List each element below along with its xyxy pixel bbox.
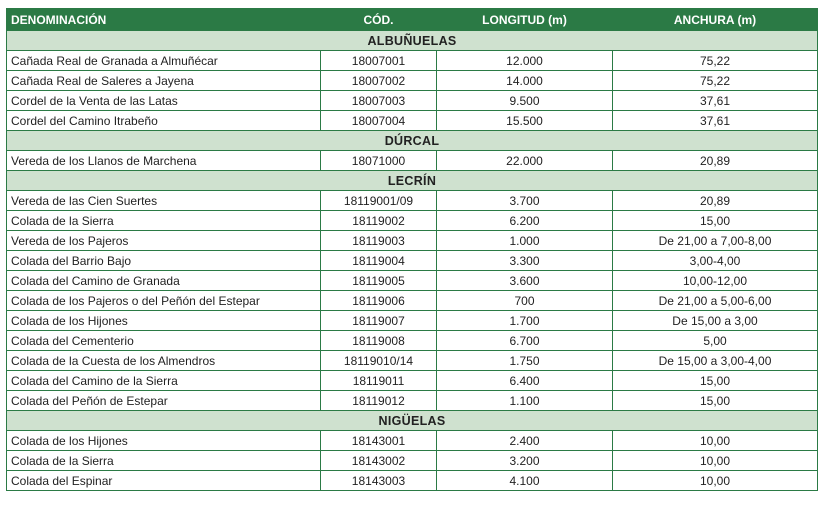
cell-anchura: 37,61 xyxy=(613,111,818,131)
cell-anchura: 37,61 xyxy=(613,91,818,111)
table-row xyxy=(7,331,818,351)
cell-anchura: 10,00-12,00 xyxy=(613,271,818,291)
cell-cod: 18119006 xyxy=(321,291,437,311)
header-anchura: ANCHURA (m) xyxy=(613,9,818,31)
cell-anchura: 75,22 xyxy=(613,51,818,71)
cell-longitud: 3.200 xyxy=(437,451,613,471)
table-row xyxy=(7,311,818,331)
cell-longitud: 9.500 xyxy=(437,91,613,111)
cell-denominacion: Colada de los Hijones xyxy=(7,311,321,331)
cell-denominacion: Colada del Barrio Bajo xyxy=(7,251,321,271)
cell-cod: 18007003 xyxy=(321,91,437,111)
table-row xyxy=(7,431,818,451)
header-cod: CÓD. xyxy=(321,9,437,31)
cell-denominacion: Colada del Espinar xyxy=(7,471,321,491)
group-name: DÚRCAL xyxy=(7,131,818,151)
cell-longitud: 2.400 xyxy=(437,431,613,451)
cell-denominacion: Colada de los Hijones xyxy=(7,431,321,451)
cell-cod: 18119001/09 xyxy=(321,191,437,211)
cell-cod: 18143002 xyxy=(321,451,437,471)
cell-longitud: 15.500 xyxy=(437,111,613,131)
cell-cod: 18007002 xyxy=(321,71,437,91)
cell-denominacion: Colada de la Cuesta de los Almendros xyxy=(7,351,321,371)
cell-denominacion: Cordel del Camino Itrabeño xyxy=(7,111,321,131)
cell-anchura: 75,22 xyxy=(613,71,818,91)
cell-anchura: 20,89 xyxy=(613,191,818,211)
header-row xyxy=(7,9,818,31)
cell-anchura: De 15,00 a 3,00 xyxy=(613,311,818,331)
table-body xyxy=(7,31,818,491)
cell-denominacion: Colada de los Pajeros o del Peñón del Estepar xyxy=(7,291,321,311)
table-row xyxy=(7,351,818,371)
cell-longitud: 1.750 xyxy=(437,351,613,371)
group-row xyxy=(7,31,818,51)
group-name: NIGÜELAS xyxy=(7,411,818,431)
group-row xyxy=(7,171,818,191)
cell-cod: 18143001 xyxy=(321,431,437,451)
table-row xyxy=(7,271,818,291)
header-denominacion: DENOMINACIÓN xyxy=(7,9,321,31)
cell-cod: 18119005 xyxy=(321,271,437,291)
cell-anchura: 20,89 xyxy=(613,151,818,171)
table-row xyxy=(7,91,818,111)
cell-denominacion: Cañada Real de Saleres a Jayena xyxy=(7,71,321,91)
cell-longitud: 3.700 xyxy=(437,191,613,211)
cell-longitud: 14.000 xyxy=(437,71,613,91)
cell-cod: 18071000 xyxy=(321,151,437,171)
cell-longitud: 6.400 xyxy=(437,371,613,391)
cell-denominacion: Colada de la Sierra xyxy=(7,451,321,471)
cell-cod: 18119004 xyxy=(321,251,437,271)
cell-longitud: 1.000 xyxy=(437,231,613,251)
cell-cod: 18143003 xyxy=(321,471,437,491)
cell-cod: 18007004 xyxy=(321,111,437,131)
cell-longitud: 700 xyxy=(437,291,613,311)
cell-longitud: 12.000 xyxy=(437,51,613,71)
cell-cod: 18119010/14 xyxy=(321,351,437,371)
cell-longitud: 3.300 xyxy=(437,251,613,271)
cell-denominacion: Colada del Peñón de Estepar xyxy=(7,391,321,411)
table-row xyxy=(7,391,818,411)
header-longitud: LONGITUD (m) xyxy=(437,9,613,31)
cell-anchura: 15,00 xyxy=(613,371,818,391)
table-row xyxy=(7,51,818,71)
cell-denominacion: Vereda de los Llanos de Marchena xyxy=(7,151,321,171)
table-row xyxy=(7,251,818,271)
cell-anchura: De 21,00 a 5,00-6,00 xyxy=(613,291,818,311)
cell-longitud: 1.700 xyxy=(437,311,613,331)
group-name: ALBUÑUELAS xyxy=(7,31,818,51)
group-row xyxy=(7,411,818,431)
cell-longitud: 4.100 xyxy=(437,471,613,491)
cell-anchura: De 21,00 a 7,00-8,00 xyxy=(613,231,818,251)
cell-cod: 18007001 xyxy=(321,51,437,71)
cell-anchura: 10,00 xyxy=(613,471,818,491)
table-row xyxy=(7,111,818,131)
cell-cod: 18119011 xyxy=(321,371,437,391)
table-row xyxy=(7,191,818,211)
cell-longitud: 3.600 xyxy=(437,271,613,291)
cell-denominacion: Colada del Camino de la Sierra xyxy=(7,371,321,391)
cell-anchura: 15,00 xyxy=(613,391,818,411)
vias-pecuarias-table xyxy=(6,8,818,491)
group-row xyxy=(7,131,818,151)
cell-denominacion: Cordel de la Venta de las Latas xyxy=(7,91,321,111)
cell-anchura: 15,00 xyxy=(613,211,818,231)
table-row xyxy=(7,291,818,311)
cell-cod: 18119012 xyxy=(321,391,437,411)
cell-longitud: 22.000 xyxy=(437,151,613,171)
table-row xyxy=(7,451,818,471)
cell-anchura: 10,00 xyxy=(613,451,818,471)
cell-denominacion: Colada de la Sierra xyxy=(7,211,321,231)
cell-denominacion: Colada del Camino de Granada xyxy=(7,271,321,291)
cell-anchura: 10,00 xyxy=(613,431,818,451)
cell-cod: 18119008 xyxy=(321,331,437,351)
cell-denominacion: Vereda de los Pajeros xyxy=(7,231,321,251)
cell-anchura: De 15,00 a 3,00-4,00 xyxy=(613,351,818,371)
table-row xyxy=(7,371,818,391)
cell-cod: 18119007 xyxy=(321,311,437,331)
table-row xyxy=(7,231,818,251)
cell-longitud: 6.200 xyxy=(437,211,613,231)
group-name: LECRÍN xyxy=(7,171,818,191)
cell-anchura: 5,00 xyxy=(613,331,818,351)
cell-cod: 18119002 xyxy=(321,211,437,231)
cell-longitud: 6.700 xyxy=(437,331,613,351)
table-row xyxy=(7,471,818,491)
cell-denominacion: Vereda de las Cien Suertes xyxy=(7,191,321,211)
table-row xyxy=(7,71,818,91)
table-row xyxy=(7,151,818,171)
cell-anchura: 3,00-4,00 xyxy=(613,251,818,271)
table-row xyxy=(7,211,818,231)
cell-denominacion: Cañada Real de Granada a Almuñécar xyxy=(7,51,321,71)
cell-denominacion: Colada del Cementerio xyxy=(7,331,321,351)
cell-cod: 18119003 xyxy=(321,231,437,251)
cell-longitud: 1.100 xyxy=(437,391,613,411)
